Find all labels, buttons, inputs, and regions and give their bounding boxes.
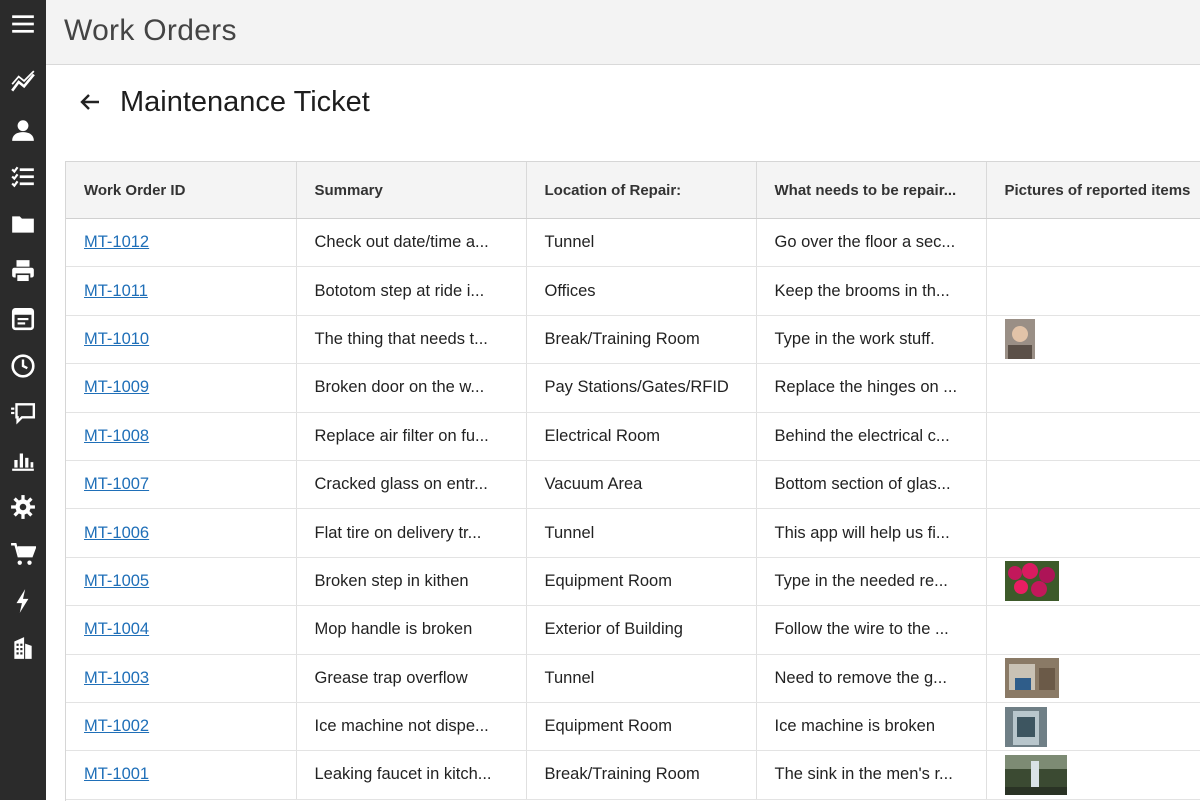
work-order-id-link[interactable]: MT-1001 — [84, 765, 150, 784]
app-header — [46, 0, 1200, 65]
ice-machine-photo[interactable] — [1005, 717, 1047, 735]
work-order-id-link[interactable]: MT-1009 — [84, 378, 150, 397]
repair-cell: Go over the floor a sec... — [756, 219, 986, 267]
work-order-id-cell — [66, 315, 296, 363]
checklist-icon[interactable] — [7, 161, 39, 193]
table-row[interactable] — [66, 460, 1200, 508]
table-row[interactable] — [66, 654, 1200, 702]
summary-cell: Bototom step at ride i... — [296, 267, 526, 315]
sidebar — [0, 0, 46, 800]
grease-trap-photo[interactable] — [1005, 669, 1059, 687]
work-order-id-link[interactable]: MT-1003 — [84, 668, 150, 687]
repair-cell: This app will help us fi... — [756, 509, 986, 557]
summary-cell: Flat tire on delivery tr... — [296, 509, 526, 557]
summary-cell: Replace air filter on fu... — [296, 412, 526, 460]
pictures-cell — [986, 606, 1200, 654]
location-cell: Break/Training Room — [526, 315, 756, 363]
table-row[interactable] — [66, 509, 1200, 557]
summary-cell: The thing that needs t... — [296, 315, 526, 363]
repair-cell: Replace the hinges on ... — [756, 364, 986, 412]
column-header-summary[interactable]: Summary — [296, 162, 526, 219]
work-order-id-cell — [66, 606, 296, 654]
trend-chart-icon[interactable] — [7, 66, 39, 98]
work-order-id-link[interactable]: MT-1008 — [84, 426, 150, 445]
back-button[interactable] — [76, 88, 104, 116]
person-photo[interactable] — [1005, 330, 1035, 348]
comment-icon[interactable] — [7, 397, 39, 429]
page-title: Maintenance Ticket — [120, 86, 370, 118]
table-row[interactable] — [66, 412, 1200, 460]
waterfall-photo[interactable] — [1005, 765, 1067, 783]
location-cell: Tunnel — [526, 219, 756, 267]
pictures-cell — [986, 557, 1200, 605]
folder-icon[interactable] — [7, 208, 39, 240]
location-cell: Vacuum Area — [526, 460, 756, 508]
printer-icon[interactable] — [7, 255, 39, 287]
cart-icon[interactable] — [7, 538, 39, 570]
pictures-cell — [986, 412, 1200, 460]
work-order-id-cell — [66, 557, 296, 605]
repair-cell: Type in the needed re... — [756, 557, 986, 605]
table-row[interactable] — [66, 364, 1200, 412]
repair-cell: Follow the wire to the ... — [756, 606, 986, 654]
work-order-id-cell — [66, 509, 296, 557]
calendar-icon[interactable] — [7, 302, 39, 334]
table-row[interactable] — [66, 702, 1200, 750]
work-order-id-link[interactable]: MT-1002 — [84, 717, 150, 736]
table-row[interactable] — [66, 751, 1200, 799]
summary-cell: Ice machine not dispe... — [296, 702, 526, 750]
column-header-id[interactable]: Work Order ID — [66, 162, 296, 219]
summary-cell: Broken door on the w... — [296, 364, 526, 412]
table-row[interactable] — [66, 219, 1200, 267]
summary-cell: Mop handle is broken — [296, 606, 526, 654]
location-cell: Tunnel — [526, 654, 756, 702]
work-order-id-link[interactable]: MT-1006 — [84, 523, 150, 542]
summary-cell: Leaking faucet in kitch... — [296, 751, 526, 799]
table-row[interactable] — [66, 315, 1200, 363]
repair-cell: The sink in the men's r... — [756, 751, 986, 799]
lightning-icon[interactable] — [7, 585, 39, 617]
location-cell: Electrical Room — [526, 412, 756, 460]
summary-cell: Check out date/time a... — [296, 219, 526, 267]
pictures-cell — [986, 315, 1200, 363]
work-order-id-link[interactable]: MT-1011 — [84, 281, 148, 300]
app-title: Work Orders — [64, 14, 237, 47]
work-order-id-cell — [66, 654, 296, 702]
pictures-cell — [986, 460, 1200, 508]
work-order-id-cell — [66, 460, 296, 508]
pictures-cell — [986, 654, 1200, 702]
location-cell: Exterior of Building — [526, 606, 756, 654]
column-header-location[interactable]: Location of Repair: — [526, 162, 756, 219]
location-cell: Equipment Room — [526, 702, 756, 750]
summary-cell: Cracked glass on entr... — [296, 460, 526, 508]
work-order-id-link[interactable]: MT-1010 — [84, 329, 150, 348]
repair-cell: Ice machine is broken — [756, 702, 986, 750]
work-order-id-link[interactable]: MT-1012 — [84, 233, 150, 252]
summary-cell: Grease trap overflow — [296, 654, 526, 702]
pictures-cell — [986, 364, 1200, 412]
location-cell: Pay Stations/Gates/RFID — [526, 364, 756, 412]
clock-icon[interactable] — [7, 350, 39, 382]
repair-cell: Keep the brooms in th... — [756, 267, 986, 315]
work-order-id-link[interactable]: MT-1007 — [84, 475, 150, 494]
table-header-row — [66, 162, 1200, 219]
location-cell: Offices — [526, 267, 756, 315]
column-header-repair[interactable]: What needs to be repair... — [756, 162, 986, 219]
column-header-pictures[interactable]: Pictures of reported items — [986, 162, 1200, 219]
work-order-id-cell — [66, 702, 296, 750]
gear-icon[interactable] — [7, 491, 39, 523]
repair-cell: Need to remove the g... — [756, 654, 986, 702]
location-cell: Tunnel — [526, 509, 756, 557]
menu-icon[interactable] — [7, 8, 39, 40]
bar-chart-icon[interactable] — [7, 444, 39, 476]
table-row[interactable] — [66, 606, 1200, 654]
work-order-id-cell — [66, 364, 296, 412]
pictures-cell — [986, 219, 1200, 267]
repair-cell: Behind the electrical c... — [756, 412, 986, 460]
work-order-id-cell — [66, 751, 296, 799]
table-row[interactable] — [66, 557, 1200, 605]
work-order-id-cell — [66, 412, 296, 460]
work-order-id-link[interactable]: MT-1005 — [84, 571, 150, 590]
location-cell: Equipment Room — [526, 557, 756, 605]
back-arrow-icon — [78, 90, 102, 114]
location-cell: Break/Training Room — [526, 751, 756, 799]
work-orders-table — [65, 161, 1200, 801]
pictures-cell — [986, 267, 1200, 315]
pictures-cell — [986, 509, 1200, 557]
repair-cell: Bottom section of glas... — [756, 460, 986, 508]
users-icon[interactable] — [7, 114, 39, 146]
flowers-photo[interactable] — [1005, 572, 1059, 590]
pictures-cell — [986, 702, 1200, 750]
work-order-id-link[interactable]: MT-1004 — [84, 620, 150, 639]
work-order-id-cell — [66, 267, 296, 315]
summary-cell: Broken step in kithen — [296, 557, 526, 605]
work-order-id-cell — [66, 219, 296, 267]
pictures-cell — [986, 751, 1200, 799]
building-icon[interactable] — [7, 632, 39, 664]
repair-cell: Type in the work stuff. — [756, 315, 986, 363]
table-row[interactable] — [66, 267, 1200, 315]
